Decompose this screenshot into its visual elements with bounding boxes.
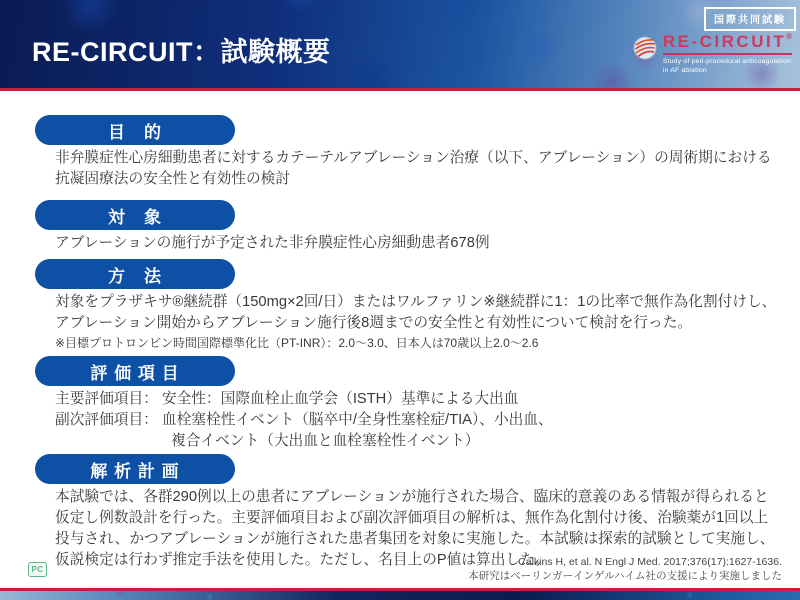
registered-mark: ® — [786, 32, 792, 41]
text-line: アブレーション開始からアブレーション施行後8週までの安全性と有効性について検討を行った。 — [55, 315, 693, 331]
section-heading-purpose: 目 的 — [35, 115, 235, 145]
methods-text — [55, 292, 800, 334]
text-line: 仮定し例数設計を行った。主要評価項目および副次評価項目の解析は、無作為化割付け後、治験薬が1回以上 — [55, 510, 769, 526]
section-methods — [35, 259, 800, 352]
text-line: 対象をプラザキサ®継続群（150mg×2回/日）またはワルファリン※継続群に1：1の比率で無作為化割付けし、 — [55, 294, 777, 310]
endpoints-text — [55, 389, 800, 452]
section-subjects — [35, 200, 800, 254]
section-analysis-plan — [35, 454, 800, 571]
international-trial-badge: 国際共同試験 — [704, 7, 796, 31]
text-line: 主要評価項目： 安全性：国際血栓止血学会（ISTH）基準による大出血 — [55, 391, 519, 407]
subjects-text — [55, 233, 800, 254]
re-circuit-logo-name: RE-CIRCUIT — [662, 32, 787, 51]
slide-body — [0, 91, 800, 571]
logo-subtitle-line2: in AF ablation — [662, 66, 707, 74]
text-line: 本試験では、各群290例以上の患者にアブレーションが施行された場合、臨床的意義のある情報が得られると — [55, 489, 769, 505]
page-title: RE-CIRCUIT：試験概要 — [32, 37, 331, 67]
text-line: 副次評価項目： 血栓塞栓性イベント（脳卒中/全身性塞栓症/TIA）、小出血、 — [55, 412, 553, 428]
pt-inr-footnote: ※目標プロトロンビン時間国際標準化比（PT-INR）：2.0〜3.0、日本人は70歳以上2.0〜2.6 — [55, 336, 539, 350]
section-heading-endpoints: 評 価 項 目 — [35, 356, 235, 386]
logo-subtitle-line1: Study of peri-procedural anticoagulation — [662, 58, 792, 65]
pc-mark-icon: PC — [28, 562, 47, 577]
section-heading-subjects: 対 象 — [35, 200, 235, 230]
purpose-text — [55, 148, 800, 190]
section-heading-analysis-plan: 解 析 計 画 — [35, 454, 235, 484]
text-line: アブレーションの施行が予定された非弁膜症性心房細動患者678例 — [55, 235, 490, 251]
reference-citation: Calkins H, et al. N Engl J Med. 2017;376(17):1627-1636. — [518, 556, 782, 568]
section-heading-methods: 方 法 — [35, 259, 235, 289]
re-circuit-logo — [633, 33, 792, 75]
text-line: 仮説検定は行わず推定手法を使用した。ただし、名目上のP値は算出した。 — [55, 552, 550, 568]
text-line: 投与され、かつアブレーションが施行された患者集団を対象に実施した。本試験は探索的試験として実施し、 — [55, 531, 775, 547]
text-line: 非弁膜症性心房細動患者に対するカテーテルアブレーション治療（以下、アブレーション）の周術期における — [55, 150, 772, 166]
sponsor-statement: 本研究はベーリンガーインゲルハイム社の支援により実施しました — [468, 570, 782, 582]
slide-header — [0, 0, 800, 88]
re-circuit-globe-icon — [633, 36, 657, 65]
re-circuit-logo-subtitle — [663, 58, 792, 75]
section-endpoints — [35, 356, 800, 452]
footer-bar — [0, 591, 800, 600]
footer-citation-block — [468, 555, 782, 583]
re-circuit-logo-name-row — [663, 33, 792, 55]
text-line: 複合イベント（大出血と血栓塞栓性イベント） — [171, 433, 480, 449]
re-circuit-logo-text — [663, 33, 792, 75]
section-purpose — [35, 115, 800, 190]
text-line: 抗凝固療法の安全性と有効性の検討 — [55, 171, 291, 187]
